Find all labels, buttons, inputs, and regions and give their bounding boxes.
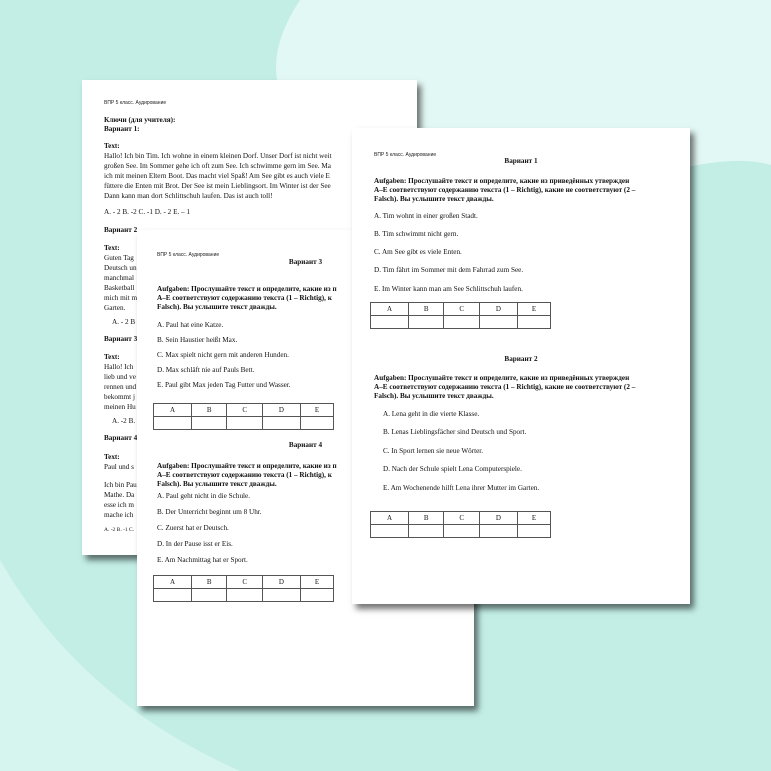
keys-v4-heading: Вариант 4 (104, 434, 138, 442)
keys-v3-text-line: lieb und ve (104, 373, 136, 381)
keys-v1-answers: A. - 2 B. -2 C. -1 D. - 2 E. – 1 (104, 208, 191, 216)
keys-v1-heading: Вариант 1: (104, 125, 140, 133)
keys-v1-text-line: Dann kann man dort Schlittschuh laufen. Das ist auch toll! (104, 192, 273, 200)
task-line: Aufgaben: Прослушайте текст и определите, какие из п (157, 462, 337, 470)
answer-cell[interactable] (408, 316, 444, 329)
keys-v3-heading: Вариант 3 (104, 335, 138, 343)
answer-cell[interactable] (191, 417, 227, 430)
answer-table (370, 302, 551, 329)
answer-letter: A (154, 404, 192, 417)
page-header: ВПР 5 класс. Аудирование (104, 100, 167, 106)
keys-v2-text-line: Guten Tag (104, 254, 134, 262)
keys-v3-text-line: Hallo! Ich (104, 363, 134, 371)
v3-item: A. Paul hat eine Katze. (157, 321, 224, 329)
keys-text-label: Text: (104, 353, 120, 361)
v4-item: B. Der Unterricht beginnt um 8 Uhr. (157, 508, 262, 516)
task-line: Aufgaben: Прослушайте текст и определите, какие из п (157, 285, 337, 293)
answer-letter: D (479, 512, 517, 525)
answer-cell[interactable] (371, 316, 409, 329)
keys-text-label: Text: (104, 244, 120, 252)
keys-title: Ключи (для учителя): (104, 116, 176, 124)
page-header: ВПР 5 класс. Аудирование (157, 252, 220, 258)
task-line: Falsch). Вы услышите текст дважды. (157, 303, 277, 311)
keys-text-label: Text: (104, 142, 120, 150)
v4-item: C. Zuerst hat er Deutsch. (157, 524, 229, 532)
answer-letter: E (300, 576, 333, 589)
answer-letter: B (408, 512, 444, 525)
v2-item: D. Nach der Schule spielt Lena Computerspiele. (383, 465, 522, 473)
keys-v3-text-line: meinen Hu (104, 403, 136, 411)
answer-letter: A (154, 576, 192, 589)
answer-cell[interactable] (262, 589, 300, 602)
task-line: A–E соответствуют содержанию текста (1 – Richtig), к (157, 471, 332, 479)
keys-v2-text-line: Garten. (104, 304, 126, 312)
answer-cell[interactable] (262, 417, 300, 430)
answer-cell[interactable] (517, 525, 550, 538)
task-line: Falsch). Вы услышите текст дважды. (374, 195, 494, 203)
task-line: A–E соответствуют содержанию текста (1 – Richtig), какие не соответствуют (2 – (374, 186, 636, 194)
answer-letter: B (191, 404, 227, 417)
answer-letter: A (371, 512, 409, 525)
answer-cell[interactable] (371, 525, 409, 538)
v3-item: B. Sein Haustier heißt Max. (157, 336, 238, 344)
keys-v3-text-line: bekommt j (104, 393, 135, 401)
keys-v4-text-line: Mathe. Da (104, 491, 135, 499)
keys-v2-text-line: manchmal (104, 274, 134, 282)
task-line: Aufgaben: Прослушайте текст и определите, какие из приведённых утвержден (374, 177, 630, 185)
keys-v1-text-line: ich mit meinen Eltern Boot. Das macht viel Spaß! Am See gibt es auch viele E (104, 172, 330, 180)
keys-v2-text-line: Deutsch un (104, 264, 137, 272)
v4-item: A. Paul geht nicht in die Schule. (157, 492, 251, 500)
answer-table (153, 403, 334, 430)
task-line: A–E соответствуют содержанию текста (1 – Richtig), какие не соответствуют (2 – (374, 383, 636, 391)
v1-item: E. Im Winter kann man am See Schlittschuh laufen. (374, 285, 523, 293)
keys-v3-answers: A. -2 B. (112, 417, 136, 425)
answer-cell[interactable] (300, 417, 333, 430)
v4-title: Вариант 4 (288, 441, 323, 449)
task-line: Aufgaben: Прослушайте текст и определите, какие из приведённых утвержден (374, 374, 630, 382)
v4-item: D. In der Pause isst er Eis. (157, 540, 233, 548)
answer-letter: B (408, 303, 444, 316)
v2-item: E. Am Wochenende hilft Lena ihrer Mutter im Garten. (383, 484, 540, 492)
v3-title: Вариант 3 (288, 258, 323, 266)
keys-v2-text-line: Basketball (104, 284, 135, 292)
answer-cell[interactable] (479, 316, 517, 329)
answer-letter: C (227, 576, 263, 589)
v3-item: C. Max spielt nicht gern mit anderen Hunden. (157, 351, 289, 359)
keys-v4-text-line: Ich bin Pau (104, 481, 137, 489)
answer-letter: D (479, 303, 517, 316)
answer-cell[interactable] (227, 417, 263, 430)
answer-cell[interactable] (408, 525, 444, 538)
v1-item: D. Tim fährt im Sommer mit dem Fahrrad zum See. (374, 266, 524, 274)
keys-v4-text-line: mache ich (104, 511, 134, 519)
v1-item: A. Tim wohnt in einer großen Stadt. (374, 212, 478, 220)
keys-v2-heading: Вариант 2 (104, 226, 138, 234)
v2-item: A. Lena geht in die vierte Klasse. (383, 410, 480, 418)
answer-letter: E (517, 512, 550, 525)
keys-text-label: Text: (104, 453, 120, 461)
answer-letter: A (371, 303, 409, 316)
answer-letter: B (191, 576, 227, 589)
answer-letter: D (262, 576, 300, 589)
task-line: Falsch). Вы услышите текст дважды. (157, 480, 277, 488)
keys-v1-text-line: Hallo! Ich bin Tim. Ich wohne in einem kleinen Dorf. Unser Dorf ist nicht weit (104, 152, 332, 160)
answer-cell[interactable] (444, 525, 480, 538)
v1-item: B. Tim schwimmt nicht gern. (374, 230, 459, 238)
task-line: Falsch). Вы услышите текст дважды. (374, 392, 494, 400)
answer-letter: E (517, 303, 550, 316)
answer-table (370, 511, 551, 538)
answer-cell[interactable] (479, 525, 517, 538)
answer-cell[interactable] (517, 316, 550, 329)
v3-item: D. Max schläft nie auf Pauls Bett. (157, 366, 255, 374)
keys-v2-text-line: mich mit m (104, 294, 138, 302)
v2-item: C. In Sport lernen sie neue Wörter. (383, 447, 484, 455)
answer-cell[interactable] (300, 589, 333, 602)
keys-v4-text-line: Paul und s (104, 463, 134, 471)
v2-item: B. Lenas Lieblingsfächer sind Deutsch und Sport. (383, 428, 527, 436)
variants-1-2-page (352, 128, 690, 604)
answer-table (153, 575, 334, 602)
keys-v1-text-line: füttere die Enten mit Brot. Der See ist mein Lieblingsort. Im Winter ist der See (104, 182, 331, 190)
answer-cell[interactable] (227, 589, 263, 602)
keys-v1-text-line: großen See. Im Sommer gehe ich oft zum See. Ich schwimme gern im See. Ma (104, 162, 331, 170)
task-line: A–E соответствуют содержанию текста (1 – Richtig), к (157, 294, 332, 302)
answer-cell[interactable] (191, 589, 227, 602)
answer-letter: C (227, 404, 263, 417)
answer-letter: C (444, 303, 480, 316)
v3-item: E. Paul gibt Max jeden Tag Futter und Wasser. (157, 381, 291, 389)
keys-v2-answers: A. - 2 B (112, 318, 136, 326)
answer-letter: C (444, 512, 480, 525)
page-header: ВПР 5 класс. Аудирование (374, 152, 437, 158)
answer-cell[interactable] (154, 589, 192, 602)
answer-letter: E (300, 404, 333, 417)
v1-item: C. Am See gibt es viele Enten. (374, 248, 462, 256)
keys-v3-text-line: rennen und (104, 383, 137, 391)
keys-v4-text-line: esse ich m (104, 501, 134, 509)
answer-cell[interactable] (154, 417, 192, 430)
keys-v4-answers: A. -2 B. -1 C. (104, 527, 135, 533)
v4-item: E. Am Nachmittag hat er Sport. (157, 556, 248, 564)
answer-cell[interactable] (444, 316, 480, 329)
answer-letter: D (262, 404, 300, 417)
v2-title: Вариант 2 (504, 355, 538, 363)
v1-title: Вариант 1 (504, 157, 538, 165)
